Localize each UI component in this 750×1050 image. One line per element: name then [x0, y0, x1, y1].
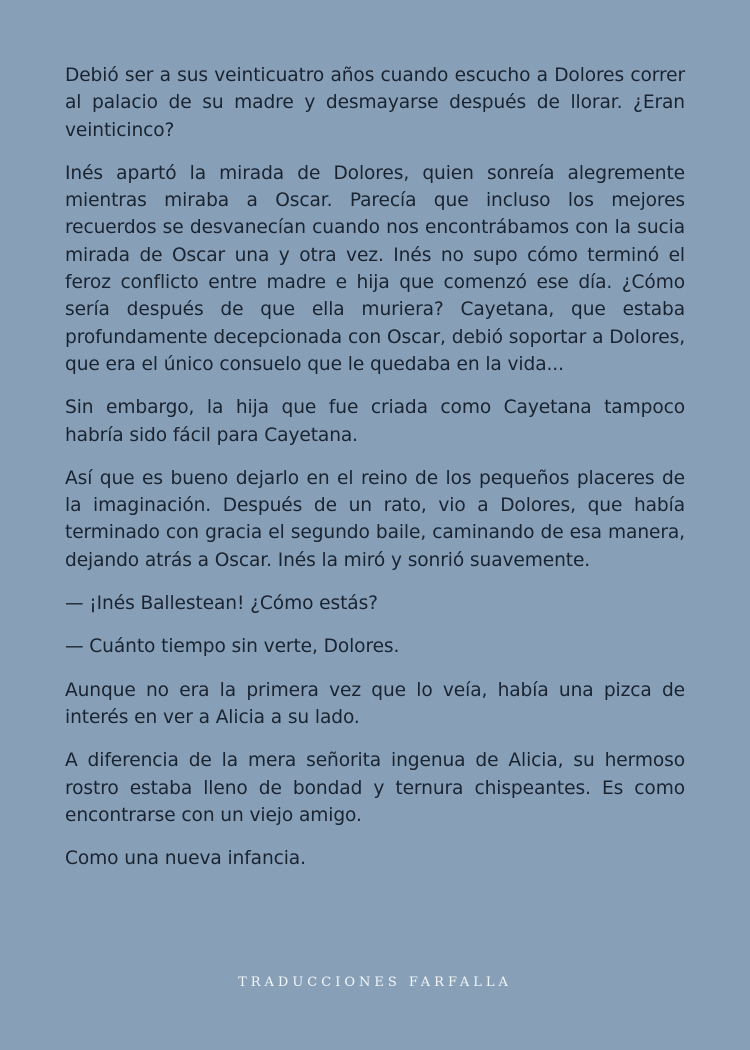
paragraph-2: Inés apartó la mirada de Dolores, quien sonreía alegremente mientras miraba a Oscar. Parecía que incluso los mejores recuerdos se desvanecían cuando nos encontrábamos con la sucia mirada de Oscar una y otra vez. Inés no supo cómo terminó el feroz conflicto entre madre e hija que comenzó ese día. ¿Cómo sería después de que ella muriera? Cayetana, que estaba profundamente decepcionada con Oscar, debió soportar a Dolores, que era el único consuelo que le quedaba en la vida... — [65, 162, 685, 375]
paragraph-7: Como una nueva infancia. — [65, 848, 306, 870]
page-body — [65, 62, 685, 888]
paragraph-5: Aunque no era la primera vez que lo veía, había una pizca de interés en ver a Alicia a su lado. — [65, 679, 685, 728]
dialogue-line-2: — Cuánto tiempo sin verte, Dolores. — [65, 636, 400, 658]
paragraph-6: A diferencia de la mera señorita ingenua de Alicia, su hermoso rostro estaba lleno de bondad y ternura chispeantes. Es como encontrarse con un viejo amigo. — [65, 750, 685, 826]
dialogue-line-1: — ¡Inés Ballestean! ¿Cómo estás? — [65, 593, 378, 615]
paragraph-1: Debió ser a sus veinticuatro años cuando escucho a Dolores correr al palacio de su madre y desmayarse después de llorar. ¿Eran veinticinco? — [65, 65, 685, 141]
paragraph-4: Así que es bueno dejarlo en el reino de los pequeños placeres de la imaginación. Después de un rato, vio a Dolores, que había terminado con gracia el segundo baile, caminando de esa manera, dejando atrás a Oscar. Inés la miró y sonrió suavemente. — [65, 467, 685, 571]
paragraph-3: Sin embargo, la hija que fue criada como Cayetana tampoco habría sido fácil para Cayetana. — [65, 397, 685, 446]
footer-credit: TRADUCCIONES FARFALLA — [238, 975, 512, 990]
